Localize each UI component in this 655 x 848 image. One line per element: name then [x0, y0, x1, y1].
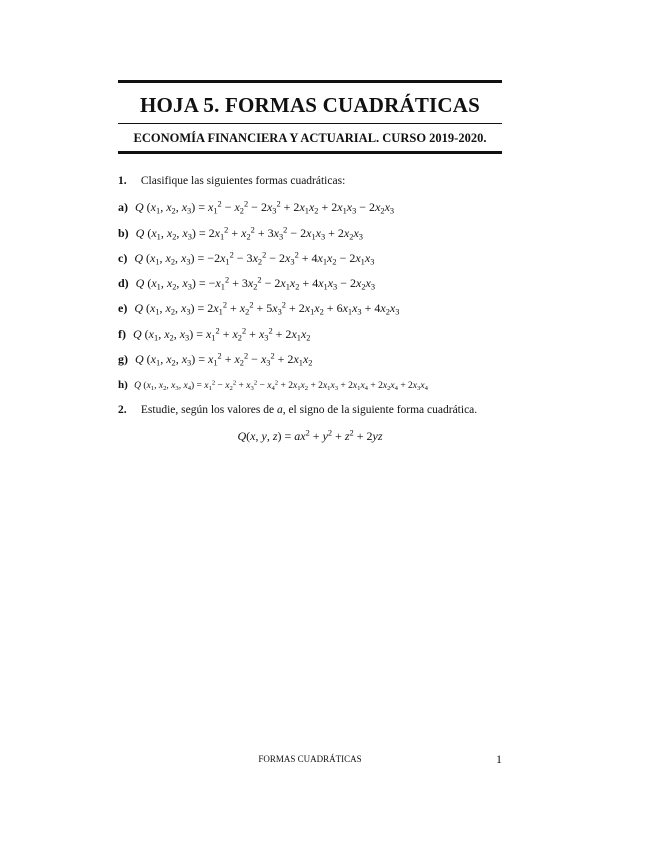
page-title: HOJA 5. FORMAS CUADRÁTICAS	[139, 93, 481, 117]
formula-item-d	[118, 276, 375, 291]
item-label: c)	[118, 251, 128, 265]
formula-item-a	[118, 200, 394, 215]
formula-item-e	[118, 301, 399, 316]
item-formula: Q ($x_1$, $x_2$, $x_3) = 2x_1^2 + x_2^2 + 5x_3^2 + 2x_1x_2 + 6x_1x_3 + 4x_2x_3$	[134, 300, 400, 317]
item-formula: Q ($x_1$, $x_2$, $x_3) = x_1^2 + x_2^2 + x_3^2 + 2x_1x_2$	[133, 326, 311, 343]
item-formula: Q ($x_1$, $x_2$, $x_3) = x_1^2 - x_2^2 - 2x_3^2 + 2x_1x_2 + 2x_1x_3 - 2x_2x_3$	[135, 199, 395, 216]
middle-rule	[118, 123, 502, 124]
top-rule	[118, 80, 502, 83]
item-label: f)	[118, 327, 126, 341]
formula-item-h	[118, 379, 428, 391]
exercise-text-before: Estudie, según los valores de	[140, 404, 275, 416]
item-formula: Q ($x_1$, $x_2$, $x_3) = -2x_1^2 - 3x_2^2 - 2x_3^2 + 4x_1x_2 - 2x_1x_3$	[134, 250, 375, 267]
item-label: d)	[118, 276, 129, 290]
item-label: a)	[118, 200, 128, 214]
page-subtitle: ECONOMÍA FINANCIERA Y ACTUARIAL. CURSO 2019-2020.	[133, 131, 487, 145]
formula-item-b	[118, 226, 363, 241]
exercise-text: Clasifique las siguientes formas cuadráticas:	[140, 175, 346, 187]
item-label: h)	[118, 379, 128, 391]
formula-item-f	[118, 327, 310, 342]
footer-text: FORMAS CUADRÁTICAS	[258, 754, 362, 764]
exercise-text-after: , el signo de la siguiente forma cuadrática.	[282, 404, 478, 416]
parameter-symbol: a	[276, 404, 283, 416]
item-formula: Q ($x_1$, $x_2$, $x_3) = -x_1^2 + 3x_2^2 - 2x_1x_2 + 4x_1x_3 - 2x_2x_3$	[135, 275, 376, 292]
exercise-number: 1.	[118, 175, 127, 187]
formula-item-c	[118, 251, 374, 266]
exercise-2-formula: Q(x, y, $z) = ax^2 + y^2 + z^2 + 2yz$	[237, 428, 383, 443]
formula-item-g	[118, 352, 312, 367]
item-label: b)	[118, 226, 129, 240]
bottom-rule	[118, 151, 502, 154]
item-formula: Q ($x_1$, $x_2$, $x_3) = 2x_1^2 + x_2^2 + 3x_3^2 - 2x_1x_3 + 2x_2x_3$	[135, 225, 363, 242]
item-label: g)	[118, 352, 128, 366]
item-formula: Q ($x_1$, $x_2$, $x_3) = x_1^2 + x_2^2 - x_3^2 + 2x_1x_2$	[135, 351, 313, 368]
page-number: 1	[496, 752, 502, 766]
item-formula: Q ($x_1$, $x_2$, $x_3$, $x_4) = x_1^2 - x_2^2 + x_3^2 - x_4^2 + 2x_1x_2 + 2x_1x_3 + 2x_1x_4 + 2x_2x_4 + 2x_3x_4$	[134, 379, 428, 392]
item-label: e)	[118, 301, 128, 315]
exercise-1-statement	[118, 175, 345, 187]
exercise-2-statement	[118, 404, 477, 416]
exercise-number: 2.	[118, 404, 127, 416]
